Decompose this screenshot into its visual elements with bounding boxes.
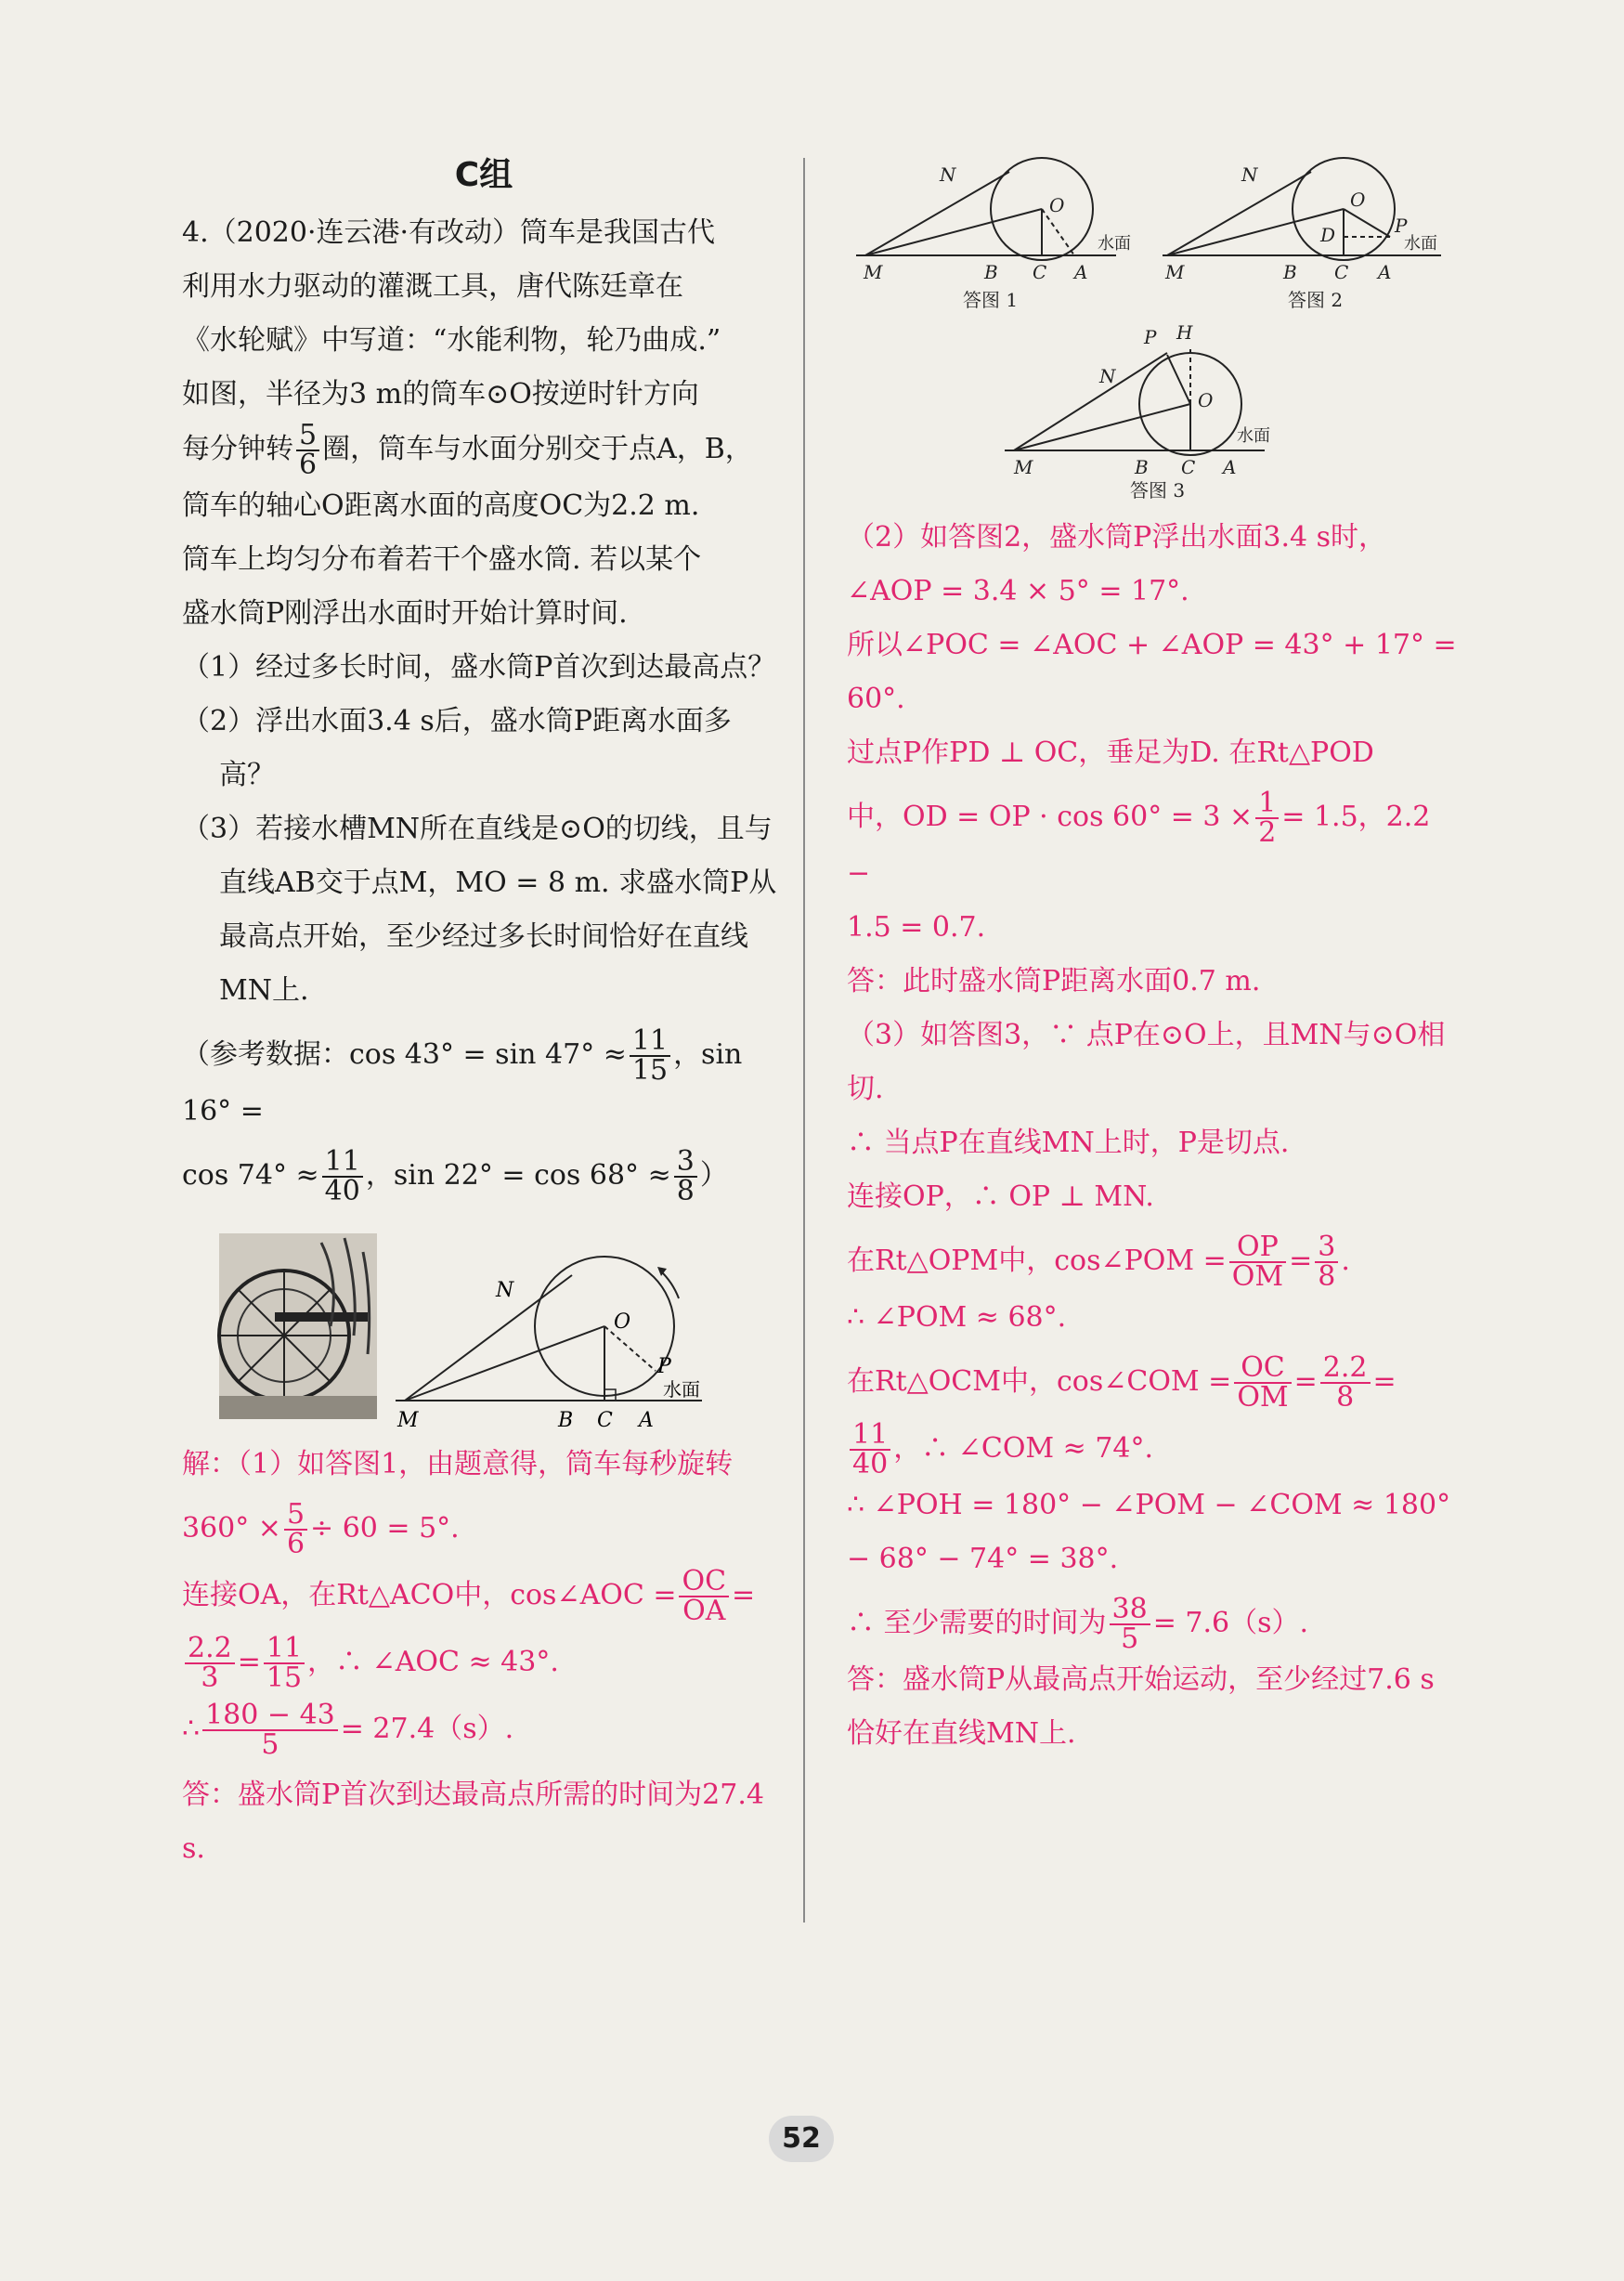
- reference-data: （参考数据：cos 43° = sin 47° ≈ $\frac{11}{15}$ ，sin 16° =: [182, 1024, 743, 1127]
- problem-diagram: [396, 1257, 702, 1432]
- answer-figures: [847, 139, 1460, 511]
- svg-text:A: A: [1223, 456, 1237, 478]
- solution-line: 1.5 = 0.7.: [847, 911, 986, 944]
- svg-text:C: C: [1181, 456, 1196, 478]
- svg-text:A: A: [1378, 261, 1392, 283]
- svg-text:答图 2: 答图 2: [1288, 289, 1344, 311]
- answer-figure-1: [856, 158, 1131, 311]
- reference-data: cos 74° ≈ $\frac{11}{40}$ ，sin 22° = cos 68° ≈ $\frac{3}{8}$ ）: [182, 1145, 728, 1207]
- solution-line: ∴ 至少需要的时间为 $\frac{38}{5}$ = 7.6（s）.: [847, 1593, 1309, 1655]
- svg-text:A: A: [1074, 261, 1088, 283]
- svg-text:M: M: [397, 1409, 419, 1432]
- svg-text:P: P: [1395, 215, 1408, 237]
- problem-line: 利用水力驱动的灌溉工具，唐代陈廷章在: [182, 270, 683, 303]
- waterwheel-illustration: [182, 1224, 786, 1438]
- svg-text:P: P: [1144, 326, 1157, 348]
- svg-text:D: D: [1320, 224, 1336, 246]
- solution-line: 答：此时盛水筒P距离水面0.7 m.: [847, 965, 1261, 997]
- svg-text:M: M: [1165, 261, 1185, 283]
- svg-text:M: M: [1014, 456, 1033, 478]
- svg-text:C: C: [597, 1409, 613, 1432]
- solution-line: ∴ 当点P在直线MN上时，P是切点.: [847, 1127, 1290, 1159]
- svg-text:B: B: [1283, 261, 1297, 283]
- svg-text:O: O: [614, 1310, 631, 1334]
- answer-figure-3: [1005, 321, 1270, 502]
- solution-line: 解：（1）如答图1，由题意得，筒车每秒旋转: [182, 1448, 734, 1480]
- question-3: （3）若接水槽MN所在直线是⊙O的切线，且与直线AB交于点M，MO = 8 m. 求盛水筒P从最高点开始，至少经过多长时间恰好在直线MN上.: [182, 813, 777, 1007]
- problem-line: 4.（2020·连云港·有改动）筒车是我国古代: [182, 216, 716, 249]
- svg-text:答图 1: 答图 1: [963, 289, 1019, 311]
- column-divider: [803, 158, 805, 1923]
- solution-line: ∴ ∠POM ≈ 68°.: [847, 1301, 1067, 1334]
- svg-text:B: B: [558, 1409, 574, 1432]
- problem-line: 盛水筒P刚浮出水面时开始计算时间.: [182, 597, 628, 630]
- waterwheel-picture: [219, 1233, 377, 1419]
- solution-right: [847, 511, 1460, 1761]
- solution-line: （2）如答图2，盛水筒P浮出水面3.4 s时，: [847, 521, 1387, 554]
- solution-line: ∴ ∠POH = 180° − ∠POM − ∠COM ≈ 180° − 68° − 74° = 38°.: [847, 1489, 1451, 1575]
- svg-text:B: B: [984, 261, 998, 283]
- solution-line: 过点P作PD ⊥ OC，垂足为D. 在Rt△POD: [847, 736, 1374, 769]
- svg-text:M: M: [864, 261, 883, 283]
- svg-text:C: C: [1334, 261, 1349, 283]
- svg-text:O: O: [1350, 189, 1366, 211]
- solution-line: 所以∠POC = ∠AOC + ∠AOP = 43° + 17° = 60°.: [847, 629, 1457, 715]
- solution-line: ∴ $\frac{180 - 43}{5}$ = 27.4（s）.: [182, 1699, 514, 1761]
- problem-line: 如图，半径为3 m的筒车⊙O按逆时针方向: [182, 378, 699, 411]
- solution-line: 中，OD = OP · cos 60° = 3 × $\frac{1}{2}$ = 1.5，2.2 −: [847, 787, 1431, 890]
- page-number: 52: [769, 2116, 834, 2162]
- svg-text:A: A: [639, 1409, 654, 1432]
- problem-line: 筒车的轴心O距离水面的高度OC为2.2 m.: [182, 489, 700, 522]
- svg-text:O: O: [1049, 194, 1065, 216]
- section-heading: C组: [454, 156, 513, 194]
- solution-line: 答：盛水筒P首次到达最高点所需的时间为27.4 s.: [182, 1779, 764, 1865]
- solution-line: 在Rt△OPM中，cos∠POM = $\frac{OP}{OM}$ = $\frac{3}{8}$ .: [847, 1231, 1350, 1293]
- solution-line: 连接OP，∴ OP ⊥ MN.: [847, 1180, 1154, 1213]
- problem-line: 每分钟转 $\frac{5}{6}$ 圈，筒车与水面分别交于点A，B，: [182, 419, 753, 481]
- fraction: $\frac{5}{6}$: [296, 422, 319, 479]
- right-column: [847, 149, 1460, 1761]
- problem-line: 筒车上均匀分布着若干个盛水筒. 若以某个: [182, 543, 702, 576]
- answer-figure-2: [1163, 158, 1441, 311]
- solution-line: 连接OA，在Rt△ACO中，cos∠AOC = $\frac{OC}{OA}$ =: [182, 1565, 756, 1627]
- svg-text:水面: 水面: [1237, 426, 1270, 446]
- solution-line: 360° × $\frac{5}{6}$ ÷ 60 = 5°.: [182, 1498, 460, 1560]
- solution-line: 答：盛水筒P从最高点开始运动，至少经过7.6 s恰好在直线MN上.: [847, 1663, 1435, 1750]
- svg-text:N: N: [1241, 163, 1258, 186]
- svg-text:H: H: [1176, 321, 1193, 344]
- svg-text:P: P: [657, 1355, 671, 1378]
- solution-left: [182, 1438, 786, 1876]
- problem-figure: [182, 1224, 786, 1438]
- solution-line: $\frac{11}{40}$ ，∴ ∠COM ≈ 74°.: [847, 1421, 1460, 1479]
- question-1: （1）经过多长时间，盛水筒P首次到达最高点？: [182, 651, 776, 684]
- svg-text:N: N: [1099, 365, 1116, 387]
- solution-line: $\frac{2.2}{3}$ = $\frac{11}{15}$ ，∴ ∠AOC ≈ 43°.: [182, 1635, 786, 1692]
- svg-text:水面: 水面: [1098, 234, 1131, 254]
- left-column: [182, 149, 786, 1876]
- svg-text:N: N: [496, 1279, 514, 1302]
- solution-line: （3）如答图3，∵ 点P在⊙O上，且MN与⊙O相切.: [847, 1019, 1446, 1105]
- svg-text:B: B: [1135, 456, 1149, 478]
- svg-text:水面: 水面: [1404, 234, 1437, 254]
- solution-line: 在Rt△OCM中，cos∠COM = $\frac{OC}{OM}$ = $\frac{2.2}{8}$ =: [847, 1351, 1397, 1414]
- solution-line: ∠AOP = 3.4 × 5° = 17°.: [847, 575, 1189, 607]
- svg-text:水面: 水面: [663, 1378, 700, 1401]
- svg-text:C: C: [1033, 261, 1047, 283]
- svg-text:N: N: [940, 163, 956, 186]
- question-2: （2）浮出水面3.4 s后，盛水筒P距离水面多高？: [182, 705, 732, 791]
- svg-text:O: O: [1198, 389, 1214, 411]
- problem-line: 《水轮赋》中写道：“水能利物，轮乃曲成.”: [182, 324, 721, 357]
- svg-text:答图 3: 答图 3: [1130, 479, 1186, 502]
